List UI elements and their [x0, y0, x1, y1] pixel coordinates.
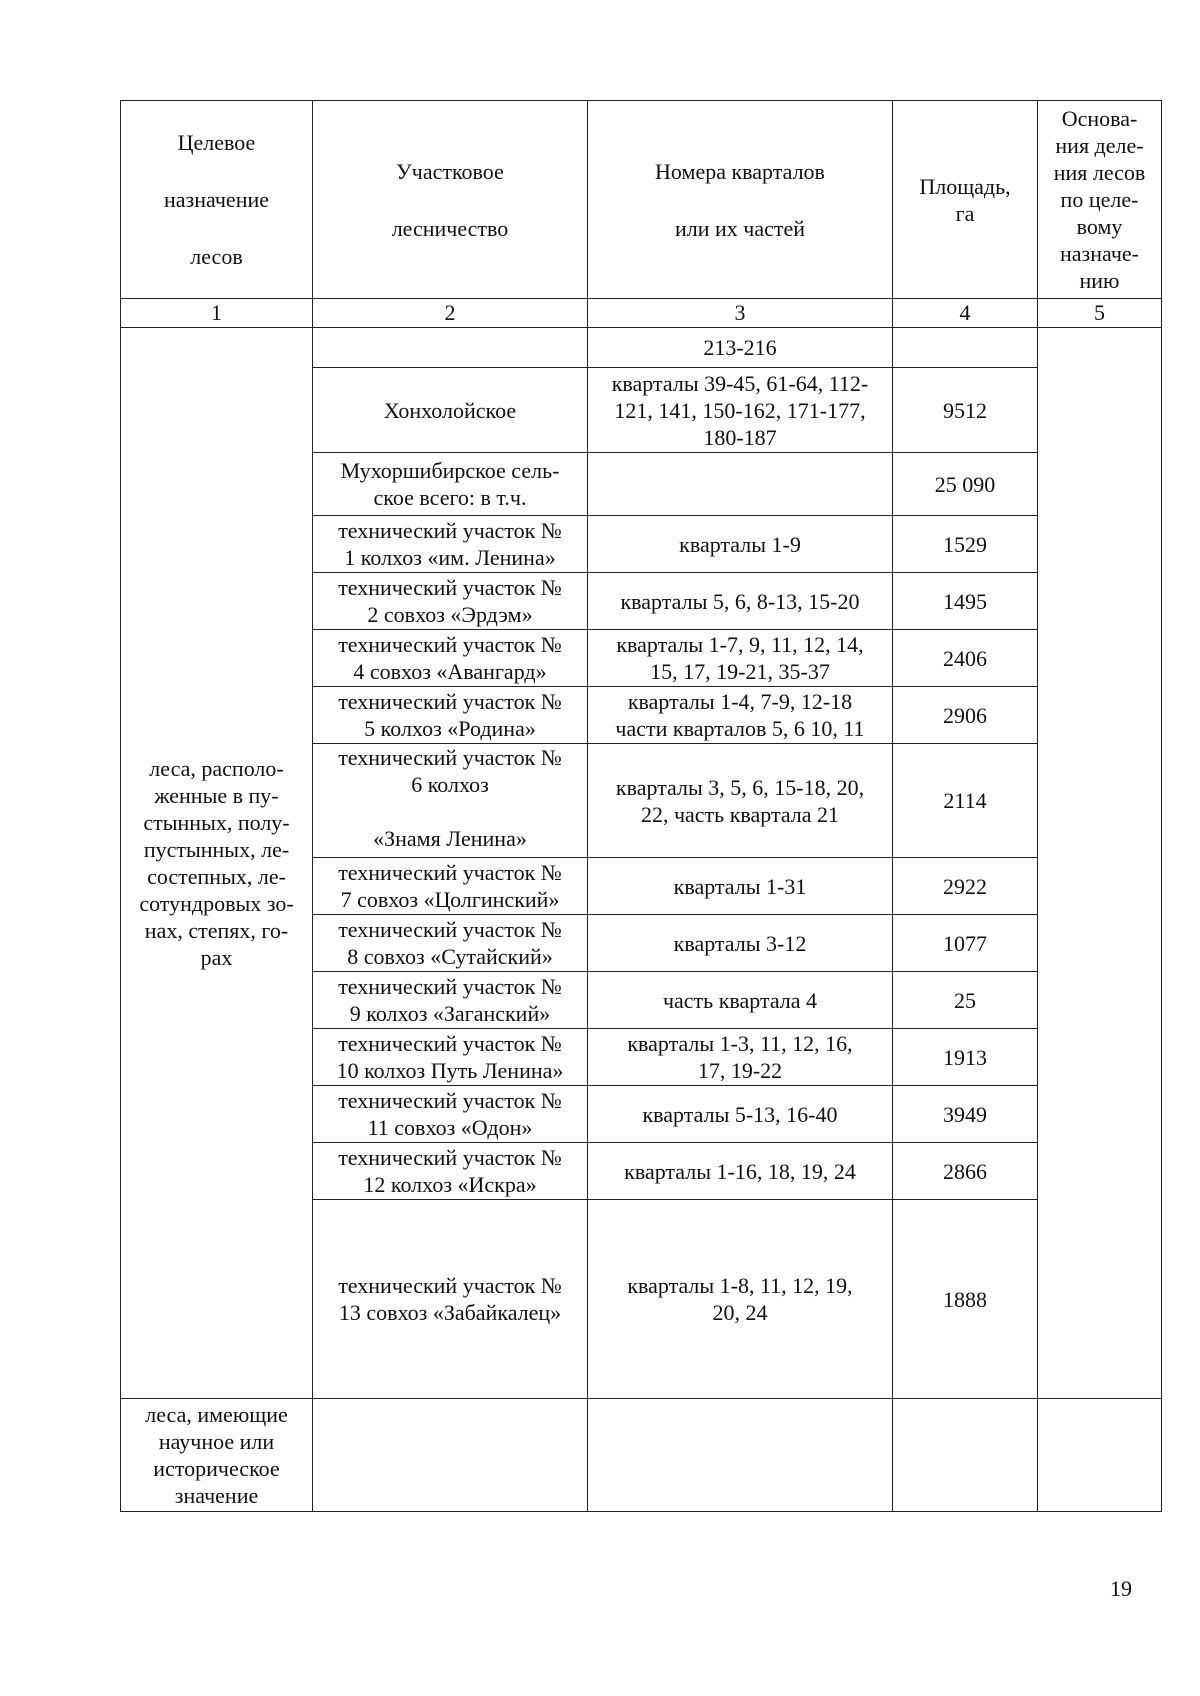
quarters-cell: кварталы 1-9	[588, 516, 893, 573]
quarters-cell: кварталы 39-45, 61-64, 112- 121, 141, 150-162, 171-177, 180-187	[588, 368, 893, 453]
quarters-cell: кварталы 5-13, 16-40	[588, 1086, 893, 1143]
forestry-cell: Хонхолойское	[313, 368, 588, 453]
forestry-cell: технический участок № 2 совхоз «Эрдэм»	[313, 573, 588, 630]
column-number: 1	[121, 299, 313, 328]
quarters-cell	[588, 1399, 893, 1512]
area-cell: 2866	[893, 1143, 1038, 1200]
quarters-cell: часть квартала 4	[588, 972, 893, 1029]
area-cell: 1529	[893, 516, 1038, 573]
quarters-cell: кварталы 1-3, 11, 12, 16, 17, 19-22	[588, 1029, 893, 1086]
column-number: 2	[313, 299, 588, 328]
header-purpose: Целевое назначение лесов	[121, 101, 313, 299]
area-cell	[893, 1399, 1038, 1512]
area-cell: 2922	[893, 858, 1038, 915]
header-basis: Основа- ния деле- ния лесов по целе- вому назначе- нию	[1038, 101, 1162, 299]
area-cell: 2114	[893, 744, 1038, 858]
purpose-cell-desert-steppe: леса, располо- женные в пу- стынных, полу- пустынных, ле- состепных, ле- сотундровых зо- нах, степях, го- рах	[121, 328, 313, 1399]
forestry-cell: технический участок № 1 колхоз «им. Ленина»	[313, 516, 588, 573]
quarters-cell: кварталы 3-12	[588, 915, 893, 972]
forestry-cell: технический участок № 12 колхоз «Искра»	[313, 1143, 588, 1200]
forest-purpose-table	[120, 100, 1162, 1512]
quarters-cell: кварталы 1-16, 18, 19, 24	[588, 1143, 893, 1200]
table-row	[121, 1399, 1162, 1512]
quarters-cell: кварталы 3, 5, 6, 15-18, 20, 22, часть квартала 21	[588, 744, 893, 858]
area-cell: 25 090	[893, 453, 1038, 516]
quarters-cell	[588, 453, 893, 516]
area-cell: 1888	[893, 1200, 1038, 1399]
area-cell: 2906	[893, 687, 1038, 744]
header-area: Площадь, га	[893, 101, 1038, 299]
header-row	[121, 101, 1162, 299]
quarters-cell: 213-216	[588, 328, 893, 368]
quarters-cell: кварталы 1-31	[588, 858, 893, 915]
quarters-cell: кварталы 1-8, 11, 12, 19, 20, 24	[588, 1200, 893, 1399]
forestry-cell	[313, 1399, 588, 1512]
forestry-cell: технический участок № 6 колхоз «Знамя Ленина»	[313, 744, 588, 858]
basis-cell	[1038, 1399, 1162, 1512]
column-number: 4	[893, 299, 1038, 328]
forestry-cell: технический участок № 13 совхоз «Забайкалец»	[313, 1200, 588, 1399]
header-forestry: Участковое лесничество	[313, 101, 588, 299]
area-cell: 3949	[893, 1086, 1038, 1143]
forestry-cell	[313, 328, 588, 368]
area-cell: 2406	[893, 630, 1038, 687]
area-cell: 9512	[893, 368, 1038, 453]
forestry-cell: технический участок № 5 колхоз «Родина»	[313, 687, 588, 744]
quarters-cell: кварталы 5, 6, 8-13, 15-20	[588, 573, 893, 630]
forestry-cell: технический участок № 4 совхоз «Авангард»	[313, 630, 588, 687]
basis-cell	[1038, 328, 1162, 1399]
forestry-cell: технический участок № 11 совхоз «Одон»	[313, 1086, 588, 1143]
forestry-cell: технический участок № 8 совхоз «Сутайский»	[313, 915, 588, 972]
area-cell	[893, 328, 1038, 368]
forestry-cell: Мухоршибирское сель- ское всего: в т.ч.	[313, 453, 588, 516]
table-row	[121, 328, 1162, 368]
area-cell: 1495	[893, 573, 1038, 630]
area-cell: 1913	[893, 1029, 1038, 1086]
purpose-cell-scientific-historical: леса, имеющие научное или историческое значение	[121, 1399, 313, 1512]
column-number-row	[121, 299, 1162, 328]
area-cell: 1077	[893, 915, 1038, 972]
header-quarters: Номера кварталов или их частей	[588, 101, 893, 299]
forestry-cell: технический участок № 7 совхоз «Цолгинский»	[313, 858, 588, 915]
column-number: 5	[1038, 299, 1162, 328]
area-cell: 25	[893, 972, 1038, 1029]
forestry-cell: технический участок № 10 колхоз Путь Ленина»	[313, 1029, 588, 1086]
forestry-cell: технический участок № 9 колхоз «Заганский»	[313, 972, 588, 1029]
quarters-cell: кварталы 1-4, 7-9, 12-18 части кварталов 5, 6 10, 11	[588, 687, 893, 744]
column-number: 3	[588, 299, 893, 328]
page-number: 19	[1110, 1576, 1132, 1601]
quarters-cell: кварталы 1-7, 9, 11, 12, 14, 15, 17, 19-21, 35-37	[588, 630, 893, 687]
